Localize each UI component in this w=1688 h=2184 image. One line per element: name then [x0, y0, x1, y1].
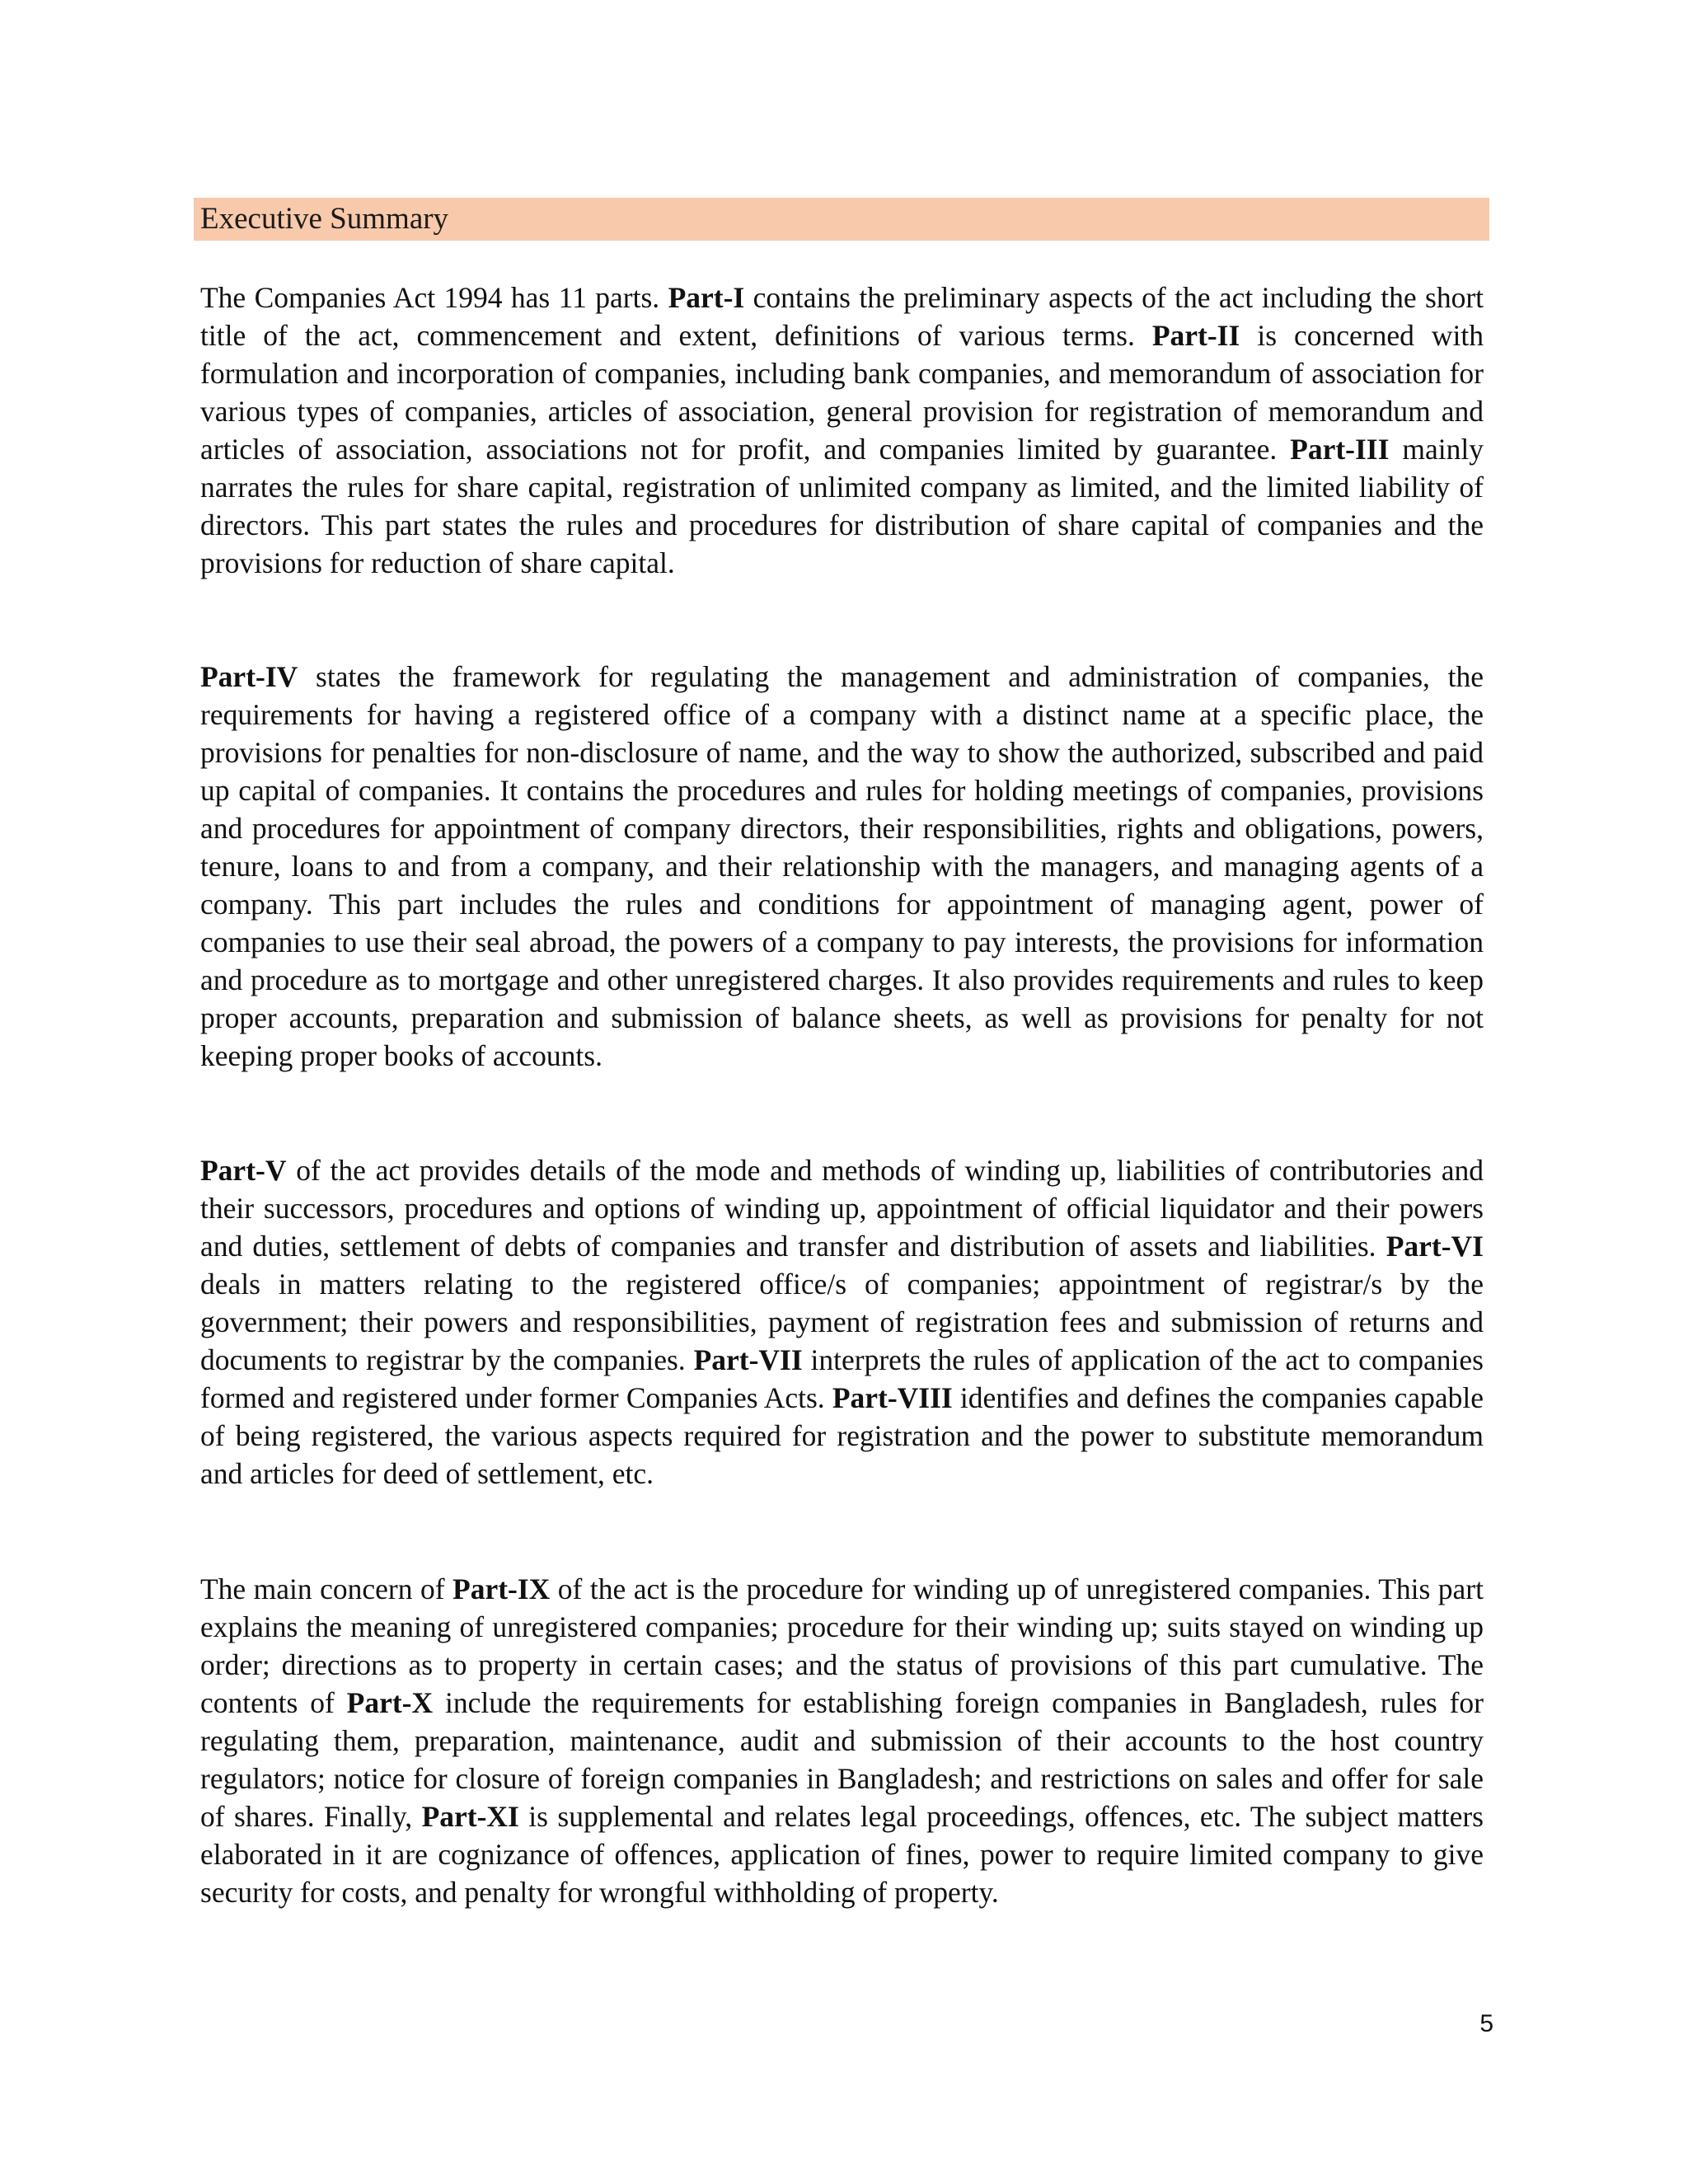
part-label: Part-V — [200, 1154, 287, 1187]
paragraph-text: interprets the rules of application of the act to companies formed and registered under former Companies Acts. — [200, 1343, 1484, 1414]
part-label: Part-IX — [452, 1572, 551, 1605]
paragraph-text: of the act is the procedure for winding up of unregistered companies. This part explains the meaning of unregistered companies; procedure for their winding up; suits stayed on winding up order; directions as to property in certain cases; and the status of provisions of this part cumulative. The contents of — [200, 1572, 1484, 1719]
paragraph-text: The Companies Act 1994 has 11 parts. — [200, 281, 668, 314]
paragraph — [200, 658, 1484, 1075]
paragraph-text: The main concern of — [200, 1572, 453, 1605]
paragraph-text: identifies and defines the companies capable of being registered, the various aspects required for registration and the power to substitute memorandum and articles for deed of settlement, etc. — [200, 1381, 1484, 1490]
part-label: Part-X — [346, 1686, 434, 1719]
part-label: Part-I — [668, 281, 745, 314]
paragraph-text: contains the preliminary aspects of the act including the short title of the act, commencement and extent, definitions of various terms. — [200, 281, 1484, 352]
part-label: Part-VI — [1386, 1230, 1484, 1263]
paragraph-text: mainly narrates the rules for share capital, registration of unlimited company as limited, and the limited liability of directors. This part states the rules and procedures for distribution of share capital of companies and the provisions for reduction of share capital. — [200, 433, 1484, 579]
part-label: Part-III — [1290, 433, 1390, 466]
paragraph — [200, 1570, 1484, 1911]
paragraph — [200, 1151, 1484, 1493]
part-label: Part-VIII — [832, 1381, 953, 1414]
part-label: Part-VII — [693, 1343, 803, 1376]
paragraph-text: deals in matters relating to the registered office/s of companies; appointment of registrar/s by the government; their powers and responsibilities, payment of registration fees and submission of returns and documents to registrar by the companies. — [200, 1268, 1484, 1376]
part-label: Part-XI — [421, 1800, 519, 1833]
paragraph-text: states the framework for regulating the management and administration of companies, the requirements for having a registered office of a company with a distinct name at a specific place, the provisions for penalties for non-disclosure of name, and the way to show the authorized, subscribed and paid up capital of companies. It contains the procedures and rules for holding meetings of companies, provisions and procedures for appointment of company directors, their responsibilities, rights and obligations, powers, tenure, loans to and from a company, and their relationship with the managers, and managing agents of a company. This part includes the rules and conditions for appointment of managing agent, power of companies to use their seal abroad, the powers of a company to pay interests, the provisions for information and procedure as to mortgage and other unregistered charges. It also provides requirements and rules to keep proper accounts, preparation and submission of balance sheets, as well as provisions for penalty for not keeping proper books of accounts. — [200, 660, 1484, 1072]
paragraph-text: is supplemental and relates legal proceedings, offences, etc. The subject matters elaborated in it are cognizance of offences, application of fines, power to require limited company to give security for costs, and penalty for wrongful withholding of property. — [200, 1800, 1484, 1909]
paragraph — [200, 279, 1484, 582]
part-label: Part-IV — [200, 660, 298, 693]
paragraph-text: is concerned with formulation and incorporation of companies, including bank companies, and memorandum of association for various types of companies, articles of association, general provision for registration of memorandum and articles of association, associations not for profit, and companies limited by guarantee. — [200, 319, 1484, 466]
section-heading-bar — [194, 198, 1489, 241]
part-label: Part-II — [1151, 319, 1240, 352]
paragraph-text: of the act provides details of the mode and methods of winding up, liabilities of contributories and their successors, procedures and options of winding up, appointment of official liquidator and their powers and duties, settlement of debts of companies and transfer and distribution of assets and liabilities. — [200, 1154, 1484, 1263]
page-number: 5 — [1479, 2010, 1493, 2037]
paragraph-text: include the requirements for establishing foreign companies in Bangladesh, rules for regulating them, preparation, maintenance, audit and submission of their accounts to the host country regulators; notice for closure of foreign companies in Bangladesh; and restrictions on sales and offer for sale of shares. Finally, — [200, 1686, 1484, 1833]
section-heading: Executive Summary — [200, 202, 449, 236]
